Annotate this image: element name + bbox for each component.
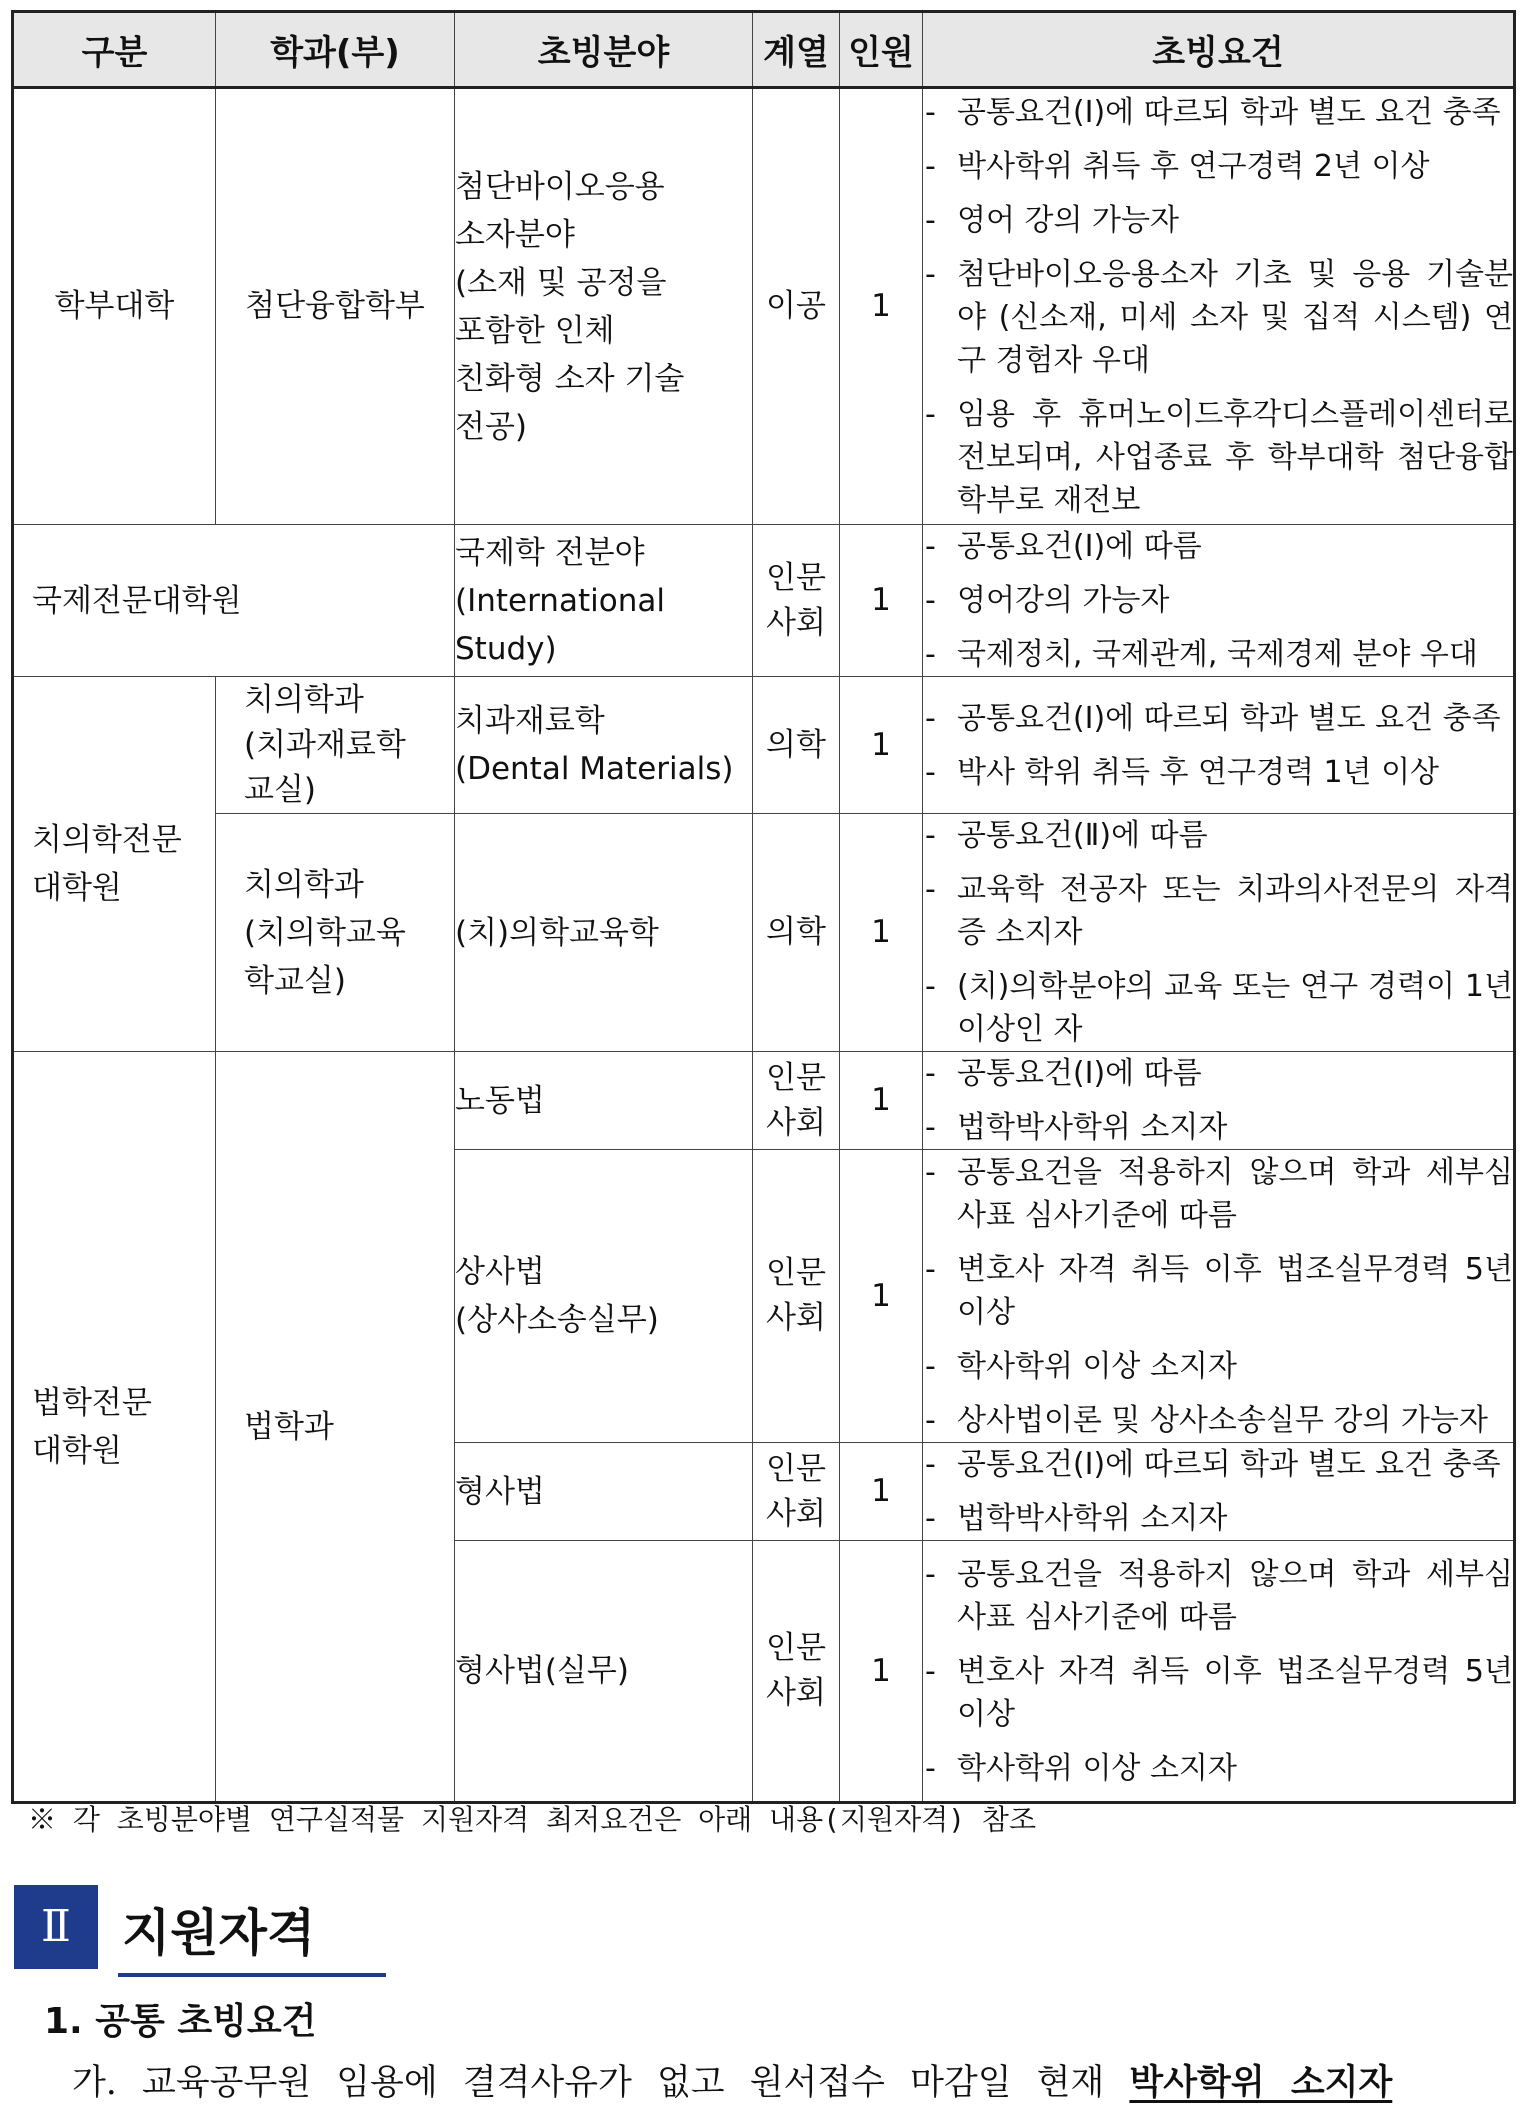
requirement-item: - 교육학 전공자 또는 치과의사전문의 자격증 소지자	[923, 868, 1513, 954]
requirements-list	[923, 91, 1513, 522]
cell-track: 인문 사회	[753, 1052, 840, 1150]
cell-department: 치의학과 (치의학교육 학교실)	[216, 814, 455, 1052]
requirements-list	[923, 814, 1513, 1051]
cell-department: 첨단융합학부	[216, 88, 455, 525]
cell-count: 1	[840, 1443, 923, 1541]
paragraph-emphasis: 박사학위 소지자	[1129, 2062, 1393, 2103]
header-requirements: 초빙요건	[923, 12, 1515, 88]
requirement-item: - 공통요건(Ⅱ)에 따름	[923, 814, 1513, 857]
requirement-item: - 공통요건을 적용하지 않으며 학과 세부심사표 심사기준에 따름	[923, 1151, 1513, 1237]
requirement-item: - 학사학위 이상 소지자	[923, 1747, 1513, 1790]
requirement-item: - 박사 학위 취득 후 연구경력 1년 이상	[923, 751, 1513, 794]
requirement-item: - 상사법이론 및 상사소송실무 강의 가능자	[923, 1399, 1513, 1442]
cell-department: 법학과	[216, 1052, 455, 1803]
header-field: 초빙분야	[455, 12, 753, 88]
requirements-list	[923, 1052, 1513, 1149]
cell-field: 형사법(실무)	[455, 1541, 753, 1803]
cell-division: 법학전문 대학원	[13, 1052, 216, 1803]
cell-track: 의학	[753, 677, 840, 814]
table-row	[13, 677, 1515, 814]
cell-track: 이공	[753, 88, 840, 525]
requirements-list	[923, 525, 1513, 676]
requirement-item: - 공통요건(Ⅰ)에 따름	[923, 1052, 1513, 1095]
requirement-item: - 공통요건을 적용하지 않으며 학과 세부심사표 심사기준에 따름	[923, 1553, 1513, 1639]
recruitment-table	[11, 10, 1516, 1804]
cell-requirements	[923, 1541, 1515, 1803]
paragraph-text: 가. 교육공무원 임용에 결격사유가 없고 원서접수 마감일 현재	[72, 2063, 1105, 2103]
requirement-item: - 법학박사학위 소지자	[923, 1497, 1513, 1540]
table-body	[13, 88, 1515, 1803]
cell-count: 1	[840, 1052, 923, 1150]
header-department: 학과(부)	[216, 12, 455, 88]
requirements-list	[923, 1443, 1513, 1540]
requirement-item: - 공통요건(Ⅰ)에 따름	[923, 525, 1513, 568]
cell-division: 학부대학	[13, 88, 216, 525]
cell-track: 인문 사회	[753, 1150, 840, 1443]
cell-track: 인문 사회	[753, 525, 840, 677]
requirement-item: - 영어강의 가능자	[923, 579, 1513, 622]
cell-requirements	[923, 677, 1515, 814]
requirements-list	[923, 1151, 1513, 1442]
cell-requirements	[923, 525, 1515, 677]
cell-track: 인문 사회	[753, 1541, 840, 1803]
cell-field: 첨단바이오응용 소자분야 (소재 및 공정을 포함한 인체 친화형 소자 기술 전공)	[455, 88, 753, 525]
paragraph	[72, 2055, 1392, 2105]
section-number-badge: Ⅱ	[14, 1885, 98, 1969]
requirement-item: - 법학박사학위 소지자	[923, 1106, 1513, 1149]
requirement-item: - 변호사 자격 취득 이후 법조실무경력 5년 이상	[923, 1650, 1513, 1736]
cell-department: 치의학과 (치과재료학 교실)	[216, 677, 455, 814]
cell-count: 1	[840, 814, 923, 1052]
table-row	[13, 814, 1515, 1052]
header-count: 인원	[840, 12, 923, 88]
requirement-item: - 영어 강의 가능자	[923, 199, 1513, 242]
cell-field: 상사법 (상사소송실무)	[455, 1150, 753, 1443]
requirement-item: - 박사학위 취득 후 연구경력 2년 이상	[923, 145, 1513, 188]
cell-division: 치의학전문 대학원	[13, 677, 216, 1052]
requirement-item: - 변호사 자격 취득 이후 법조실무경력 5년 이상	[923, 1248, 1513, 1334]
table-row	[13, 1052, 1515, 1150]
requirement-item: - 첨단바이오응용소자 기초 및 응용 기술분야 (신소재, 미세 소자 및 집적 시스템) 연구 경험자 우대	[923, 253, 1513, 382]
table-row	[13, 88, 1515, 525]
requirement-item: - 공통요건(Ⅰ)에 따르되 학과 별도 요건 충족	[923, 1443, 1513, 1486]
table-header-row	[13, 12, 1515, 88]
cell-track: 인문 사회	[753, 1443, 840, 1541]
cell-requirements	[923, 814, 1515, 1052]
cell-requirements	[923, 1443, 1515, 1541]
cell-count: 1	[840, 88, 923, 525]
cell-requirements	[923, 88, 1515, 525]
cell-track: 의학	[753, 814, 840, 1052]
requirement-item: - 공통요건(Ⅰ)에 따르되 학과 별도 요건 충족	[923, 697, 1513, 740]
requirements-list	[923, 697, 1513, 794]
requirement-item: - 임용 후 휴머노이드후각디스플레이센터로 전보되며, 사업종료 후 학부대학 첨단융합학부로 재전보	[923, 393, 1513, 522]
subsection-title: 1. 공통 초빙요건	[44, 2001, 317, 2042]
requirement-item: - (치)의학분야의 교육 또는 연구 경력이 1년 이상인 자	[923, 965, 1513, 1051]
section-underline	[118, 1973, 386, 1977]
cell-count: 1	[840, 1541, 923, 1803]
table-row	[13, 525, 1515, 677]
section-title: 지원자격	[122, 1904, 316, 1962]
cell-requirements	[923, 1150, 1515, 1443]
cell-count: 1	[840, 1150, 923, 1443]
header-track: 계열	[753, 12, 840, 88]
cell-field: 형사법	[455, 1443, 753, 1541]
cell-field: (치)의학교육학	[455, 814, 753, 1052]
requirement-item: - 학사학위 이상 소지자	[923, 1345, 1513, 1388]
cell-division: 국제전문대학원	[13, 525, 455, 677]
requirement-item: - 공통요건(Ⅰ)에 따르되 학과 별도 요건 충족	[923, 91, 1513, 134]
cell-field: 치과재료학 (Dental Materials)	[455, 677, 753, 814]
cell-count: 1	[840, 677, 923, 814]
table-footnote: ※ 각 초빙분야별 연구실적물 지원자격 최저요건은 아래 내용(지원자격) 참조	[28, 1803, 1037, 1836]
requirement-item: - 국제정치, 국제관계, 국제경제 분야 우대	[923, 633, 1513, 676]
cell-field: 국제학 전분야 (International Study)	[455, 525, 753, 677]
cell-field: 노동법	[455, 1052, 753, 1150]
cell-requirements	[923, 1052, 1515, 1150]
requirements-list	[923, 1553, 1513, 1790]
cell-count: 1	[840, 525, 923, 677]
header-division: 구분	[13, 12, 216, 88]
